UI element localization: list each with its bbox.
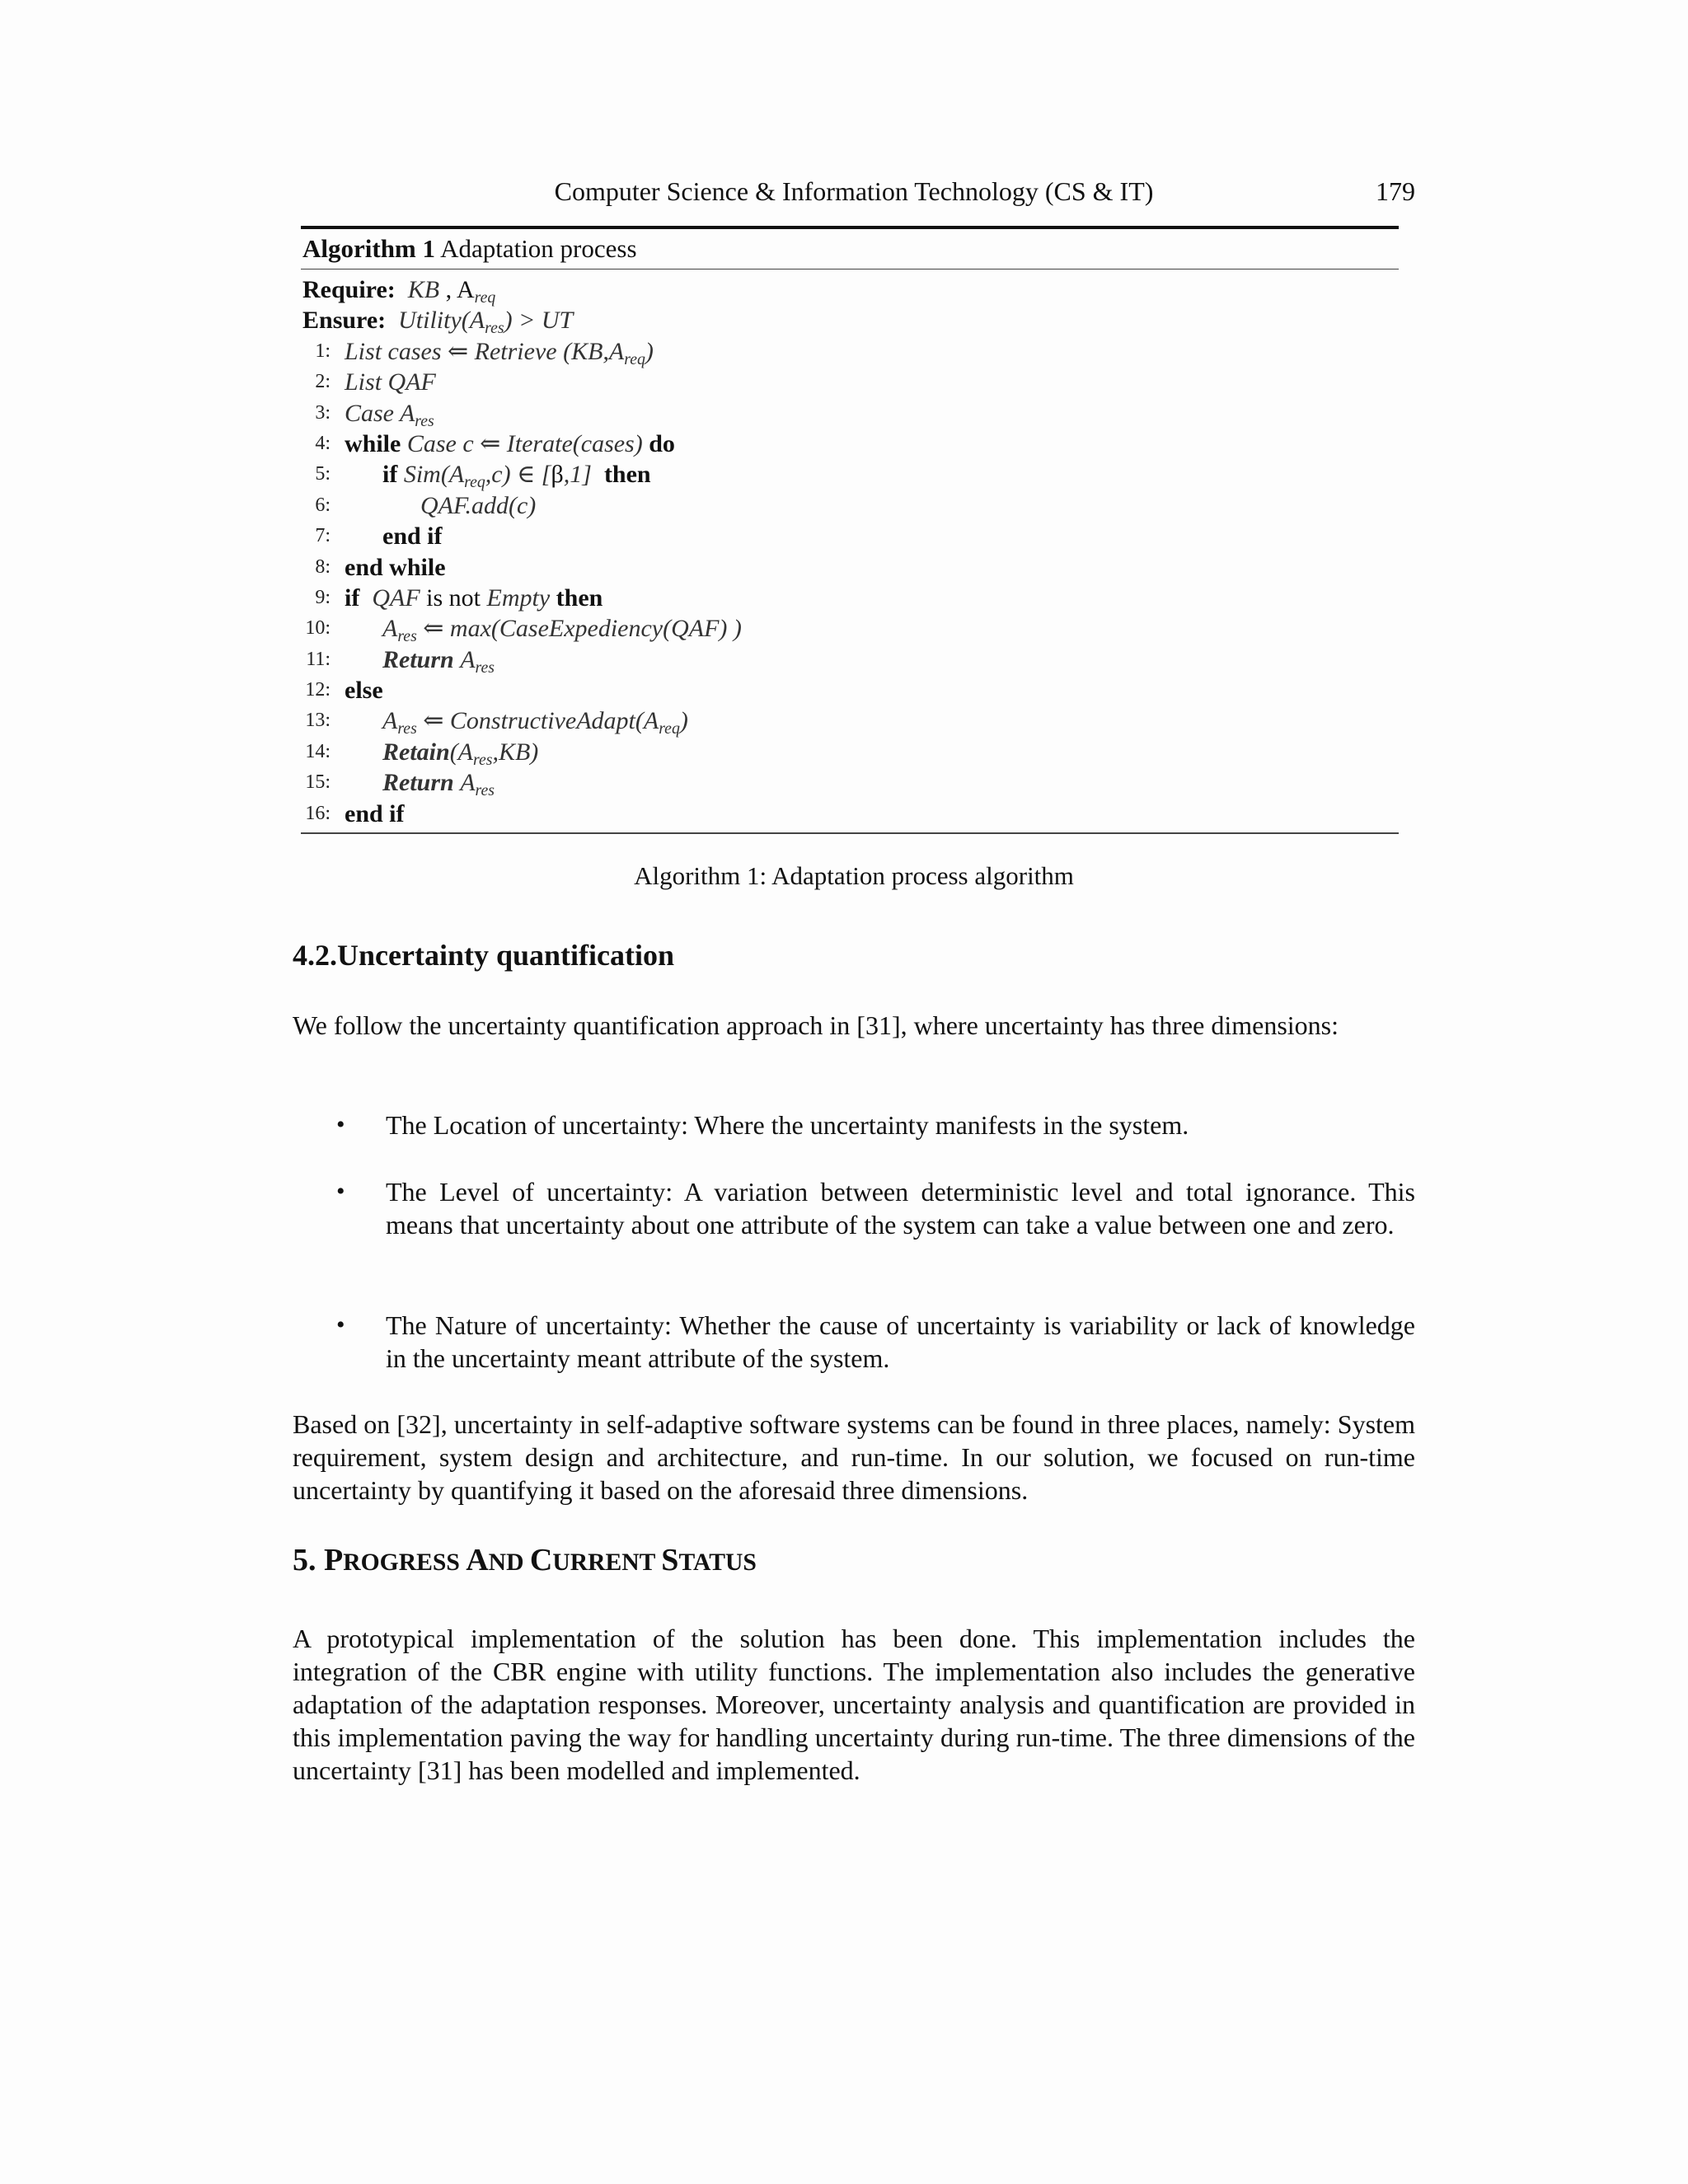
algorithm-ensure: Ensure: $Utility(A_{res})$ > UT: [302, 307, 574, 338]
algorithm-line: 15: Return $A_{res}$: [301, 767, 1399, 798]
algorithm-line: 13: $A_{res}$ ⇐ $ConstructiveAdapt(A_{req})$: [301, 705, 1399, 736]
line-number: 15:: [305, 771, 331, 794]
line-number: 10:: [305, 617, 331, 640]
algorithm-name: Adaptation process: [440, 234, 637, 263]
line-number: 5:: [315, 463, 331, 485]
algorithm-line: 5: if $Sim(A_{req},c)$ ∈ [β,1] then: [301, 459, 1399, 490]
bullet-item: • The Location of uncertainty: Where the uncertainty manifests in the system.: [336, 1110, 1189, 1140]
line-number: 12:: [305, 679, 331, 701]
line-number: 7:: [315, 525, 331, 547]
algorithm-line: 12: else: [301, 675, 1399, 705]
algorithm-line: 9: if QAF is not Empty then: [301, 583, 1399, 613]
line-number: 11:: [306, 648, 331, 670]
line-number: 6:: [315, 494, 331, 516]
bullet-icon: •: [336, 1311, 345, 1338]
algorithm-line: 2: List QAF: [301, 367, 1399, 397]
line-number: 1:: [315, 340, 331, 362]
algorithm-line: 6: QAF.add(c): [301, 490, 1399, 521]
algorithm-line: 4: while Case c ⇐ Iterate(cases) do: [301, 429, 1399, 459]
bullet-item: • The Level of uncertainty: A variation between deterministic level and total ignorance. This means that uncertainty about one attribute of the system can take a value between one and zero.: [336, 1177, 1415, 1240]
line-number: 3:: [315, 401, 331, 424]
line-number: 2:: [315, 371, 331, 393]
algorithm-require: Require: KB , $A_{req}$: [302, 276, 496, 307]
algorithm-line: 3: Case $A_{res}$: [301, 398, 1399, 429]
page-number: 179: [1376, 176, 1415, 206]
line-number: 16:: [305, 802, 331, 824]
running-header: [293, 173, 1415, 209]
section-heading-4-2: 4.2.Uncertainty quantification: [293, 939, 674, 972]
bullet-icon: •: [336, 1178, 345, 1205]
algorithm-line: 11: Return $A_{res}$: [301, 644, 1399, 675]
algorithm-line: 10: $A_{res}$ ⇐ max(CaseExpediency(QAF) ): [301, 613, 1399, 644]
line-number: 4:: [315, 432, 331, 454]
section-4-2-intro: We follow the uncertainty quantification approach in [31], where uncertainty has three dimensions:: [293, 1010, 1339, 1040]
ensure-label: Ensure:: [302, 307, 387, 335]
algorithm-line: 7: end if: [301, 521, 1399, 551]
line-number: 8:: [315, 555, 331, 578]
algorithm-body: [301, 269, 1399, 832]
algorithm-label: Algorithm 1: [302, 234, 436, 263]
journal-title: Computer Science & Information Technology (CS & IT): [554, 176, 1154, 206]
algorithm-line: 8: end while: [301, 552, 1399, 583]
line-number: 14:: [305, 740, 331, 762]
algorithm-line: 14: $Retain(A_{res},KB)$: [301, 737, 1399, 767]
bullet-item: • The Nature of uncertainty: Whether the cause of uncertainty is variability or lack of knowledge in the uncertainty meant attribute of the system.: [336, 1310, 1415, 1373]
section-4-2-closing: Based on [32], uncertainty in self-adaptive software systems can be found in three places, namely: System requirement, system design and architecture, and run-time. In our solution, we focused on run-time uncertainty by quantifying it based on the aforesaid three dimensions.: [293, 1409, 1415, 1505]
algorithm-box: [301, 226, 1399, 834]
line-number: 13:: [305, 710, 331, 732]
algorithm-title: [301, 229, 1399, 269]
line-number: 9:: [315, 586, 331, 608]
section-5-body: A prototypical implementation of the solution has been done. This implementation includes the integration of the CBR engine with utility functions. The implementation also includes the generative adaptation of the adaptation responses. Moreover, uncertainty analysis and quantification are provided in this implementation paving the way for handling uncertainty during run-time. The three dimensions of the uncertainty [31] has been modelled and implemented.: [293, 1624, 1415, 1785]
require-label: Require:: [302, 276, 396, 303]
bullet-icon: •: [336, 1111, 345, 1138]
algorithm-line: 16: end if: [301, 799, 1399, 829]
algorithm-caption: Algorithm 1: Adaptation process algorithm: [634, 861, 1074, 890]
algorithm-line: 1: List cases ⇐ Retrieve $(KB,A_{req})$: [301, 336, 1399, 367]
section-heading-5: 5. PROGRESS AND CURRENT STATUS: [293, 1543, 757, 1577]
